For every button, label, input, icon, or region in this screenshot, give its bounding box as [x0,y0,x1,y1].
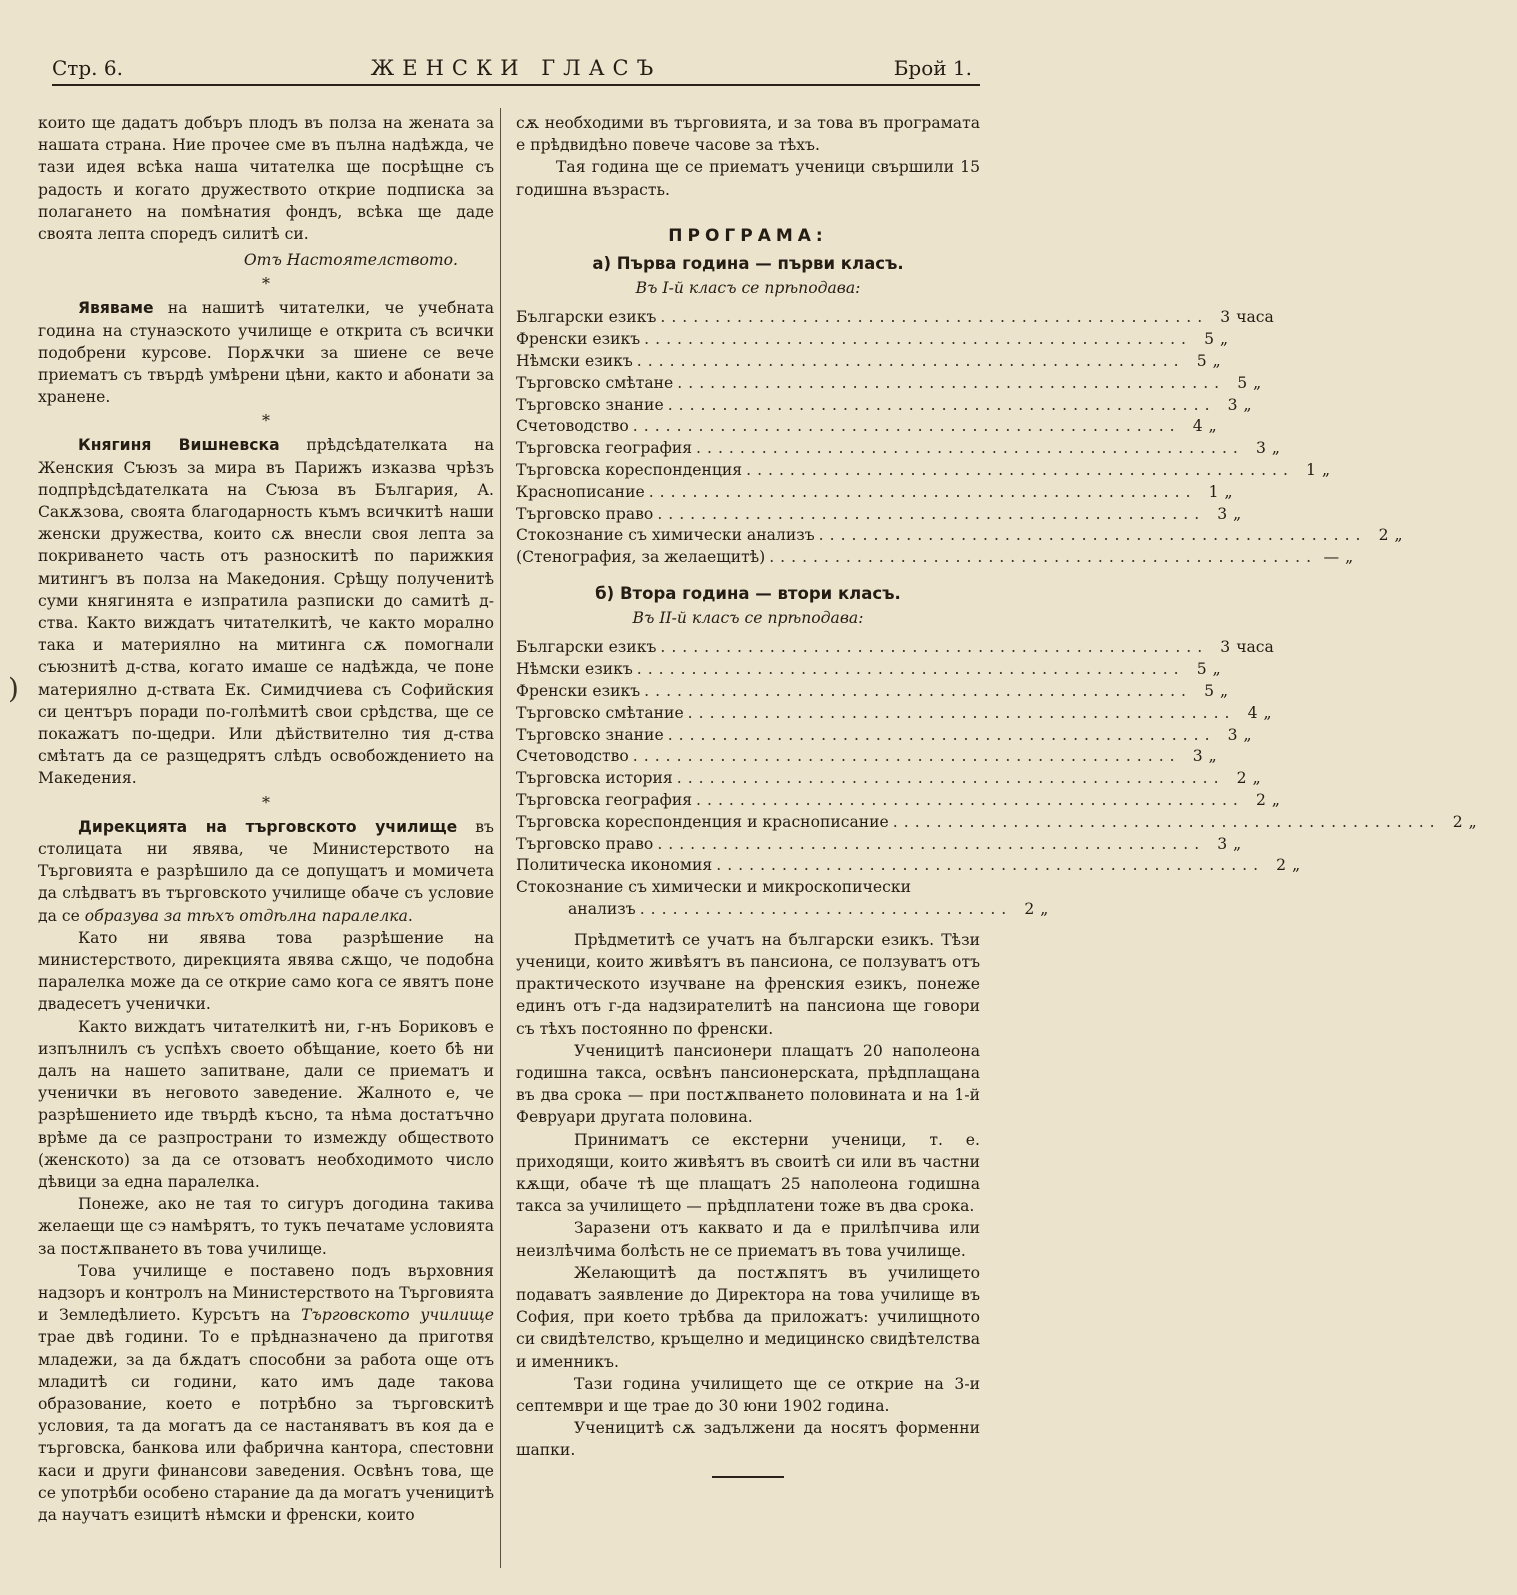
column-divider [500,108,501,1568]
subject-hours: 5 [1204,330,1215,349]
subject-row [516,790,1280,812]
paragraph: Ученицитѣ сѫ задължени да носятъ форменни шапки. [516,1419,980,1460]
announcement-text: прѣдсѣдателката на Женския Съюзъ за мира въ Парижъ изказва чрѣзъ подпрѣдсѣдателката на Съюза въ България, А. Сакѫзова, своята благодарность къмъ всичкитѣ наши женски дружества, които сѫ внесли своя лепта за покриването часть отъ разноскитѣ по парижкия митингъ въ полза на Македония. Срѣщу полученитѣ суми княгинята е изпратила разписки до самитѣ д-ства. Както виждатъ читателкитѣ, че както морално така и материялно на митинга сѫ помогнали съюзнитѣ д-ства, когато имаше се надѣжда, че поне материялно д-ствата Ек. Симидчиева съ Софийския си центъръ поради по-голѣмитѣ свои срѣдства, ще се покажатъ по-щедри. Или дѣйствително тия д-ства смѣтатъ да се разщедрятъ слѣдъ освобождението на Македения. [38,436,494,788]
article-signature: Отъ Настоятелството. [243,251,458,270]
subject-name: Политическа икономия [516,856,713,875]
paragraph: Като ни явява това разрѣшение на министерството, дирекцията явява сѫщо, че подобна паралелка може да се открие само кога се явятъ поне двадесетъ ученички. [38,928,494,1014]
leader-dots: .................................................. [818,526,1367,545]
page-header [52,54,980,86]
subject-unit: „ [1243,395,1252,414]
newspaper-title: ЖЕНСКИ ГЛАСЪ [370,56,662,80]
announcement-lead: Княгиня Вишневска [78,436,280,455]
subject-name: Счетоводство [516,747,629,766]
subject-row [516,659,1221,681]
subject-name: Търговско знание [516,725,664,744]
subject-name: Френски езикъ [516,681,641,700]
leader-dots: .................................................. [632,417,1181,436]
subject-unit: „ [1292,856,1301,875]
subject-name: Счетоводство [516,417,629,436]
announcement-italic: образува за тѣхъ отдѣлна паралелка [84,906,408,925]
leader-dots: .................................................. [657,504,1206,523]
subject-name: Нѣмски езикъ [516,352,633,371]
subject-row [516,812,1477,834]
leader-dots: .................................................. [644,330,1193,349]
section-star: * [262,274,270,294]
subject-hours: 3 [1220,638,1231,657]
subject-name: Стокознание съ химически и микроскопически [516,878,911,897]
subject-name: Краснописание [516,482,645,501]
subject-hours: 3 [1217,834,1228,853]
subject-hours: — [1323,548,1340,567]
subject-row [516,855,1301,877]
subject-row [516,637,1274,659]
subject-row [516,877,980,899]
handwritten-margin-mark: ) [8,672,19,705]
subject-row [516,416,1217,438]
subject-unit: „ [1233,504,1242,523]
subject-name: (Стенография, за желаещитѣ) [516,548,766,567]
leader-dots: .................................................. [676,769,1225,788]
year1-title: а) Първа година — първи класъ. [592,254,904,274]
subject-row [516,395,1252,417]
subject-hours: 3 [1192,747,1203,766]
subject-name: Търговско знание [516,395,664,414]
subject-name: Български езикъ [516,638,657,657]
paragraph: Прѣдметитѣ се учатъ на български езикъ. Тѣзи ученици, които живѣятъ въ пансиона, се ползуватъ отъ практическото изучване на френския езикъ, понеже единъ отъ г-да надзирателитѣ на пансиона ще говори съ тѣхъ постоянно по френски. [516,930,980,1038]
subject-hours: 5 [1196,660,1207,679]
subject-hours: 2 [1378,526,1389,545]
subject-hours: 2 [1024,899,1035,918]
subject-name: Търговско смѣтание [516,703,684,722]
leader-dots: .................................................. [660,638,1209,657]
subject-row [516,329,1229,351]
subject-unit: „ [1271,790,1280,809]
subject-hours: 4 [1192,417,1203,436]
paragraph [38,1260,494,1526]
left-column [38,112,494,1526]
subject-hours: 5 [1237,373,1248,392]
subject-name: Френски езикъ [516,330,641,349]
subject-name: Нѣмски езикъ [516,660,633,679]
subject-hours: 2 [1236,769,1247,788]
leader-dots: .................................................. [644,681,1193,700]
leader-dots: .................................................. [716,856,1265,875]
leader-dots: .................................................. [648,482,1197,501]
leader-dots: .................................. [639,899,1013,918]
subject-unit: часа [1236,638,1274,657]
year1-subtitle: Въ I-й класъ се прѣподава: [635,279,861,298]
subject-hours: 2 [1276,856,1287,875]
announcement-lead: Явяваме [78,299,154,318]
leader-dots: .................................................. [687,703,1236,722]
subject-unit: „ [1208,747,1217,766]
subject-unit: „ [1345,548,1354,567]
program-title: ПРОГРАМА: [668,225,828,246]
subject-hours: 3 [1220,308,1231,327]
paragraph-italic: Търговското училище [300,1306,494,1325]
subject-row-continued [516,899,1049,921]
subject-hours: 5 [1196,352,1207,371]
subject-hours: 1 [1208,482,1219,501]
subject-name: Търговска география [516,790,693,809]
leader-dots: .................................................. [696,439,1244,458]
subject-unit: „ [1040,899,1049,918]
subject-name: Търговско право [516,504,654,523]
end-rule [712,1476,784,1478]
subject-name: Търговска история [516,769,673,788]
subject-row [516,351,1221,373]
section-star: * [262,411,270,431]
announcement-lead: Дирекцията на търговското училище [78,817,458,836]
leader-dots: .................................................. [667,395,1216,414]
paragraph-text: Това училище е поставено подъ върховния надзоръ и контролъ на Министерството на Търговията и Земледѣлието. Курсътъ на [38,1261,495,1325]
subject-unit: „ [1243,725,1252,744]
announcement-text: на нашитѣ читателки, че учебната година на стунаэското училище е открита съ всички подобрени курсове. Порѫчки за шиене се вече приематъ съ твърдѣ умѣрени цѣни, както и абонати за хранене. [38,299,494,407]
subject-name: Стокознание съ химически анализъ [516,526,815,545]
paragraph: Тая година ще се приематъ ученици свършили 15 годишна възрасть. [516,158,980,199]
subject-hours: 2 [1255,790,1266,809]
leader-dots: .................................................. [677,373,1226,392]
year2-title: б) Втора година — втори класъ. [595,583,901,603]
subject-name: Търговска кореспонденция и краснописание [516,812,889,831]
leader-dots: .................................................. [636,660,1185,679]
subject-name: Търговска кореспонденция [516,461,743,479]
paragraph: Приниматъ се екстерни ученици, т. е. приходящи, които живѣятъ въ своитѣ си или въ частни кѫщи, обаче тѣ ще плащатъ 25 наполеона годишна такса за училището — прѣдплатени тоже въ два срока. [516,1130,980,1216]
right-column [516,112,1477,1478]
subject-unit: „ [1263,703,1272,722]
paragraph: Понеже, ако не тая то сигуръ догодина такива желаещи ще сэ намѣрятъ, то тукъ печатаме условията за постѫпването въ това училище. [38,1195,494,1258]
leader-dots: .................................................. [696,790,1244,809]
subject-row [516,482,1233,504]
year2-subtitle: Въ II-й класъ се прѣподава: [632,609,864,628]
subject-row [516,504,1242,526]
announcement-text: въ столицата ни явява, че Министерството на Търговията е разрѣшило да се допущатъ и момичета да слѣдватъ въ търговското училище обаче съ условие да се [38,817,494,925]
leader-dots: .................................................. [657,834,1206,853]
subject-row [516,307,1274,329]
subject-unit: „ [1321,461,1331,479]
subject-unit: „ [1252,769,1261,788]
subject-unit: „ [1220,681,1229,700]
paragraph-text: трае двѣ години. То е прѣдназначено да приготвя младежи, за да бѫдатъ способни за работа още отъ младитѣ си години, като имъ даде такова образование, което е потрѣбно за търговскитѣ условия, та да могатъ да се настаняватъ въ коя да е търговска, банкова или фабрична кантора, спестовни каси и други финансови заведения. Освѣнъ това, ще се употрѣби особено старание да да могатъ ученицитѣ да научатъ езицитѣ нѣмски и френски, които [38,1328,494,1524]
subject-unit: „ [1212,660,1221,679]
article-continuation: които ще дадатъ добъръ плодъ въ полза на жената за нашата страна. Ние прочее сме въ пълна надѣжда, че тази идея всѣка наша читателка ще посрѣщне съ радость и когато дружеството открие подписка за полагането на помѣнатия фондъ, всѣка ще даде своята лепта споредъ силитѣ си. [38,114,494,244]
subject-name: Търговско право [516,834,654,853]
subject-unit: „ [1224,482,1233,501]
subject-hours: 2 [1452,812,1463,831]
paragraph: Ученицитѣ пансионери плащатъ 20 наполеона годишна такса, освѣнъ пансионерската, прѣдплащана въ два срока — при постѫпването половината и на 1-й Февруари другата половина. [516,1041,980,1127]
subject-unit: „ [1468,812,1477,831]
subject-hours: 3 [1227,395,1238,414]
subject-hours: 1 [1306,461,1316,479]
announcement-end: . [407,906,413,925]
subject-unit: „ [1208,417,1217,436]
leader-dots: .................................................. [667,725,1216,744]
subject-name: Български езикъ [516,308,657,327]
subject-name: Търговско смѣтане [516,373,674,392]
subject-unit: „ [1233,834,1242,853]
subject-row [516,460,1331,482]
section-star: * [262,792,270,812]
subject-unit: „ [1253,373,1262,392]
subject-hours: 3 [1227,725,1238,744]
paragraph: сѫ необходими въ търговията, и за това въ програмата е прѣдвидѣно повече часове за тѣхъ. [516,114,980,155]
subject-row [516,525,1403,547]
subject-row [516,703,1272,725]
subject-row [516,438,1280,460]
subject-row [516,746,1217,768]
subject-row [516,834,1242,856]
announcement-school [38,297,494,408]
year2-subject-list [516,637,1477,877]
paragraph: Заразени отъ каквато и да е прилѣпчива или неизлѣчима болѣсть не се приематъ въ това училище. [516,1219,980,1260]
subject-unit: „ [1212,352,1221,371]
subject-name: Търговска география [516,439,693,458]
subject-unit: „ [1394,526,1403,545]
subject-hours: 3 [1255,439,1266,458]
subject-unit: часа [1236,308,1274,327]
subject-row [516,373,1262,395]
leader-dots: .................................................. [769,548,1318,567]
leader-dots: .................................................. [746,461,1294,479]
subject-row [516,547,1354,569]
announcement-princess [38,434,494,789]
paragraph: Както виждатъ читателкитѣ ни, г-нъ Бориковъ е изпълнилъ съ успѣхъ своето обѣщание, което бѣ ни далъ на нашето запитване, дали се приематъ и ученички въ неговото заведение. Жалното е, че разрѣшението иде твърдѣ късно, та нѣма достатъчно врѣме да се разпространи то измежду обществото (женското) за да се отзоватъ необходимото число дѣвици за една паралелка. [38,1017,494,1191]
subject-hours: 4 [1247,703,1258,722]
subject-name: анализъ [568,899,636,918]
subject-hours: 5 [1204,681,1215,700]
leader-dots: .................................................. [660,308,1209,327]
subject-unit: „ [1220,330,1229,349]
leader-dots: .................................................. [892,812,1441,831]
subject-unit: „ [1271,439,1280,458]
subject-hours: 3 [1217,504,1228,523]
subject-row [516,725,1252,747]
page-number: Стр. 6. [52,56,123,80]
paragraph: Тази година училището ще се открие на 3-и септември и ще трае до 30 юни 1902 година. [516,1374,980,1416]
announcement-commerce-school [38,816,494,927]
issue-number: Брой 1. [893,56,972,80]
leader-dots: .................................................. [632,747,1181,766]
leader-dots: .................................................. [636,352,1185,371]
year1-subject-list [516,307,1403,569]
paragraph: Желающитѣ да постѫпятъ въ училището подаватъ заявление до Директора на това училище въ София, при което трѣбва да приложатъ: училищното си свидѣтелство, кръщелно и медицинско свидѣтелства и именникъ. [516,1263,980,1371]
subject-row [516,768,1261,790]
subject-row [516,681,1229,703]
